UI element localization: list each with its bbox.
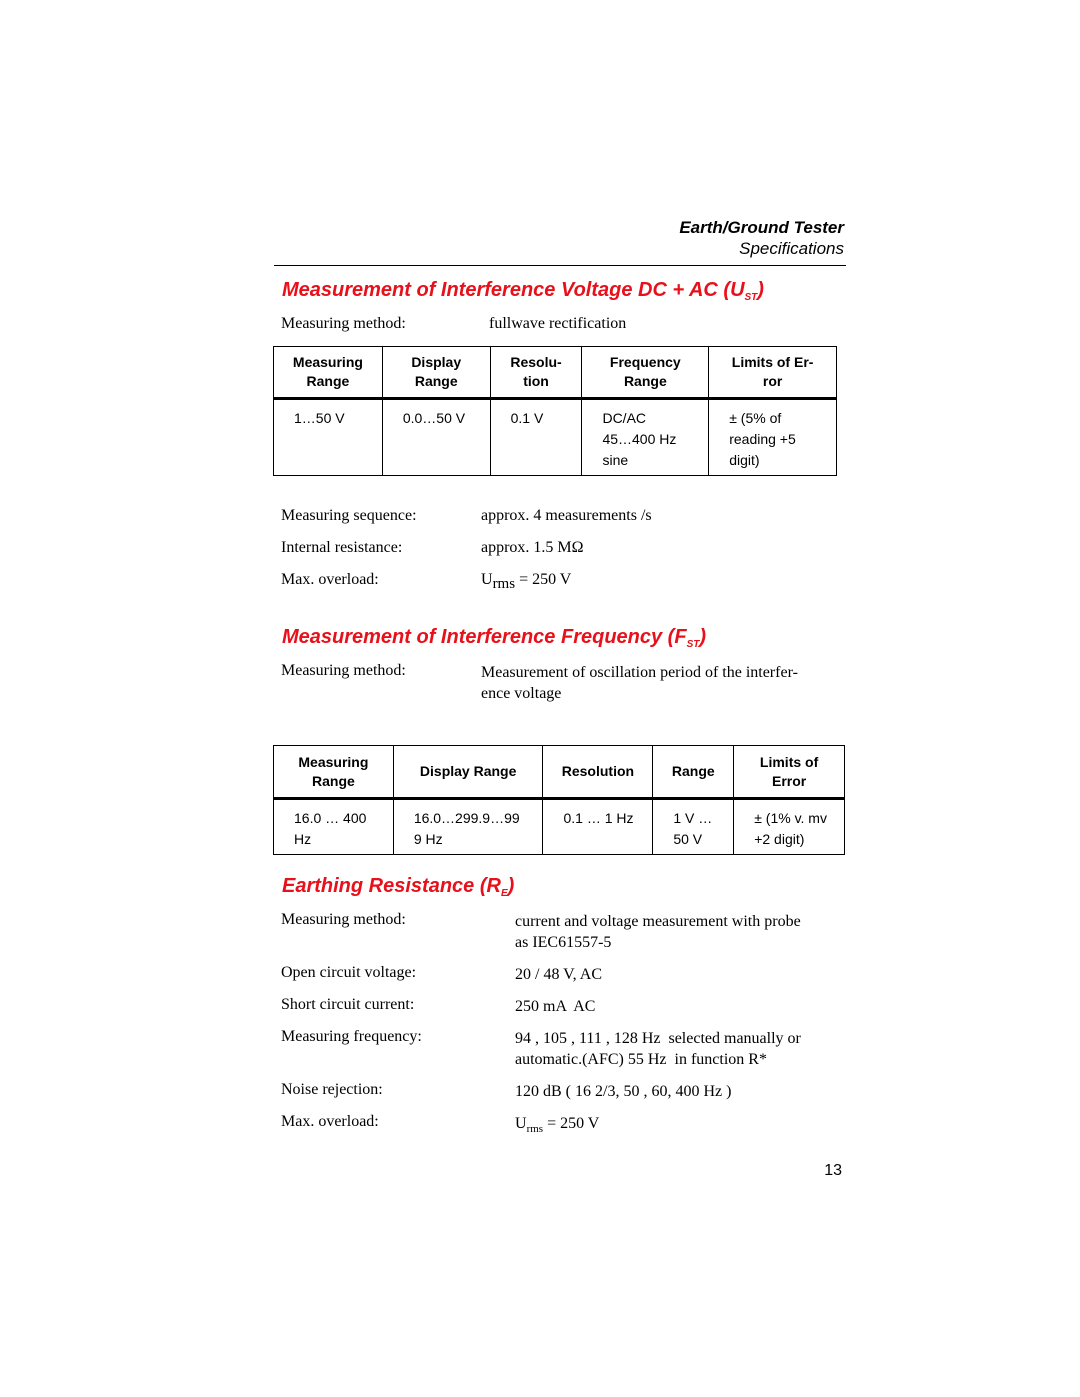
spec-label: Measuring method: (281, 911, 406, 928)
spec-value: $U_{rms} = 250$ V (481, 571, 572, 593)
method-value: Measurement of oscillation period of the interfer- ence voltage (481, 664, 798, 702)
spec-value: approx. 1.5 MΩ (481, 539, 584, 556)
section-heading-interference-voltage: Measurement of Interference Voltage DC + AC $(U_{ST})$ (282, 279, 764, 303)
table-cell: ± (5% of reading +5 digit) (709, 399, 837, 476)
method-value: fullwave rectification (489, 315, 627, 332)
spec-label: Max. overload: (281, 571, 379, 588)
table-cell: 0.1 … 1 Hz (543, 799, 653, 855)
header-rule (274, 265, 846, 266)
table-header-cell: Limits of Error (734, 746, 845, 799)
method-label: Measuring method: (281, 315, 406, 332)
table-header-cell: Resolu- tion (490, 347, 582, 399)
table-cell: 0.0…50 V (382, 399, 490, 476)
table-header-cell: Resolution (543, 746, 653, 799)
table-header-cell: Measuring Range (274, 347, 383, 399)
document-subtitle: Specifications (739, 239, 844, 258)
table-cell: DC/AC 45…400 Hz sine (582, 399, 709, 476)
spec-label: Internal resistance: (281, 539, 403, 556)
spec-value: 250 mA AC (515, 998, 596, 1015)
table-header-cell: Frequency Range (582, 347, 709, 399)
section-heading-interference-frequency: Measurement of Interference Frequency $(F_{ST})$ (282, 626, 707, 650)
spec-label: Short circuit current: (281, 996, 415, 1013)
spec-value: current and voltage measurement with probe as IEC61557-5 (515, 913, 801, 951)
page-number: 13 (824, 1162, 842, 1179)
method-label: Measuring method: (281, 662, 406, 679)
spec-value: $U_{rms} = 250$ V (515, 1115, 600, 1136)
spec-value: 120 dB ( 16 2/3, 50 , 60, 400 Hz ) (515, 1083, 732, 1100)
table-row (274, 799, 845, 855)
interference-frequency-table (273, 745, 845, 855)
table-cell: 1 V … 50 V (653, 799, 734, 855)
table-cell: 16.0 … 400 Hz (274, 799, 394, 855)
spec-value: approx. 4 measurements /s (481, 507, 652, 524)
spec-label: Noise rejection: (281, 1081, 383, 1098)
interference-voltage-table (273, 346, 837, 476)
table-header-cell: Range (653, 746, 734, 799)
spec-value: 20 / 48 V, AC (515, 966, 602, 983)
table-header-cell: Limits of Er- ror (709, 347, 837, 399)
spec-label: Open circuit voltage: (281, 964, 417, 981)
table-cell: 0.1 V (490, 399, 582, 476)
table-cell: 1…50 V (274, 399, 383, 476)
spec-label: Max. overload: (281, 1113, 379, 1130)
section-heading-earthing-resistance: Earthing Resistance $(R_E)$ (282, 875, 515, 899)
spec-value: 94 , 105 , 111 , 128 Hz selected manually or automatic.(AFC) 55 Hz in function R* (515, 1030, 801, 1068)
spec-label: Measuring sequence: (281, 507, 417, 524)
table-header-cell: Display Range (382, 347, 490, 399)
document-title: Earth/Ground Tester (679, 218, 844, 237)
spec-label: Measuring frequency: (281, 1028, 422, 1045)
table-cell: ± (1% v. mv +2 digit) (734, 799, 845, 855)
table-header-cell: Display Range (393, 746, 543, 799)
table-cell: 16.0…299.9…99 9 Hz (393, 799, 543, 855)
table-row (274, 399, 837, 476)
table-header-cell: Measuring Range (274, 746, 394, 799)
